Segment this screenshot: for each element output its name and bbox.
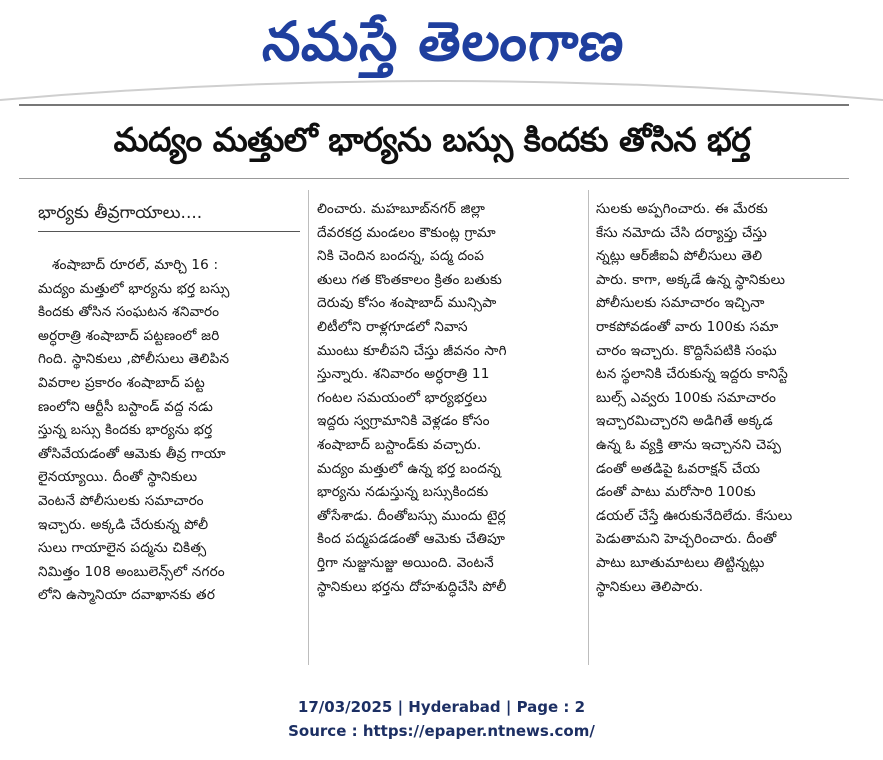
article-column-1 (38, 254, 300, 608)
article-text-line: మద్యం మత్తులో భార్యను భర్త బస్సు (38, 280, 230, 297)
article-text-line: నికి చెందిన బందన్న, పద్మ దంప (317, 248, 485, 265)
masthead (0, 0, 883, 100)
article-text-line: రాకపోవడంతో వారు 100కు సమా (596, 318, 779, 335)
article-text-line: భార్యను నడుస్తున్న బస్సుకిందకు (317, 484, 489, 501)
article-text-line: న్నట్లు ఆర్‌జీఐఏ పోలీసులు తెలి (596, 248, 763, 265)
source-line: Source : https://epaper.ntnews.com/ (288, 722, 595, 740)
article-text-line: తోసేశాడు. దీంతోబస్సు ముందు టైర్ల (317, 507, 506, 524)
newspaper-logo: నమస్తే తెలంగాణ (259, 10, 629, 73)
article-text-line: మద్యం మత్తులో ఉన్న భర్త బందన్న (317, 460, 501, 477)
article-text-line: లోని ఉస్మానియా దవాఖానకు తర (38, 587, 216, 604)
article-headline: మద్యం మత్తులో భార్యను బస్సు కిందకు తోసిన భర్త (113, 120, 751, 159)
article-text-line: లించారు. మహబూబ్‌నగర్‌ జిల్లా (317, 201, 486, 217)
article-text-line: పాటు బూతుమాటలు తిట్టిన్నట్లు (596, 554, 765, 571)
article-text-line: శంషాబాద్‌ బస్టాండ్‌కు వచ్చారు. (317, 436, 482, 453)
article-column-2 (317, 198, 579, 599)
article-text-line: గింది. స్థానికులు ,పోలీసులు తెలిపిన (38, 351, 230, 368)
article-text-line: డంతో పాటు మరోసారి 100కు (596, 484, 756, 501)
article-text-line: గంటల సమయంలో భార్యభర్తలు (317, 389, 488, 406)
article-text-line: పారు. కాగా, అక్కడే ఉన్న స్థానికులు (596, 271, 786, 288)
article-text-line: పోలీసులకు సమాచారం ఇచ్చినా (596, 295, 765, 312)
headline-rule (19, 178, 849, 179)
article-text-line: తోసివేయడంతో ఆమెకు తీవ్ర గాయా (38, 445, 226, 462)
article-text-line: దెరువు కోసం శంషాబాద్‌ మున్సిపా (317, 295, 497, 312)
subhead-rule (38, 231, 300, 232)
article-text-line: లిటీలోని రాళ్లగూడలో నివాస (317, 318, 468, 335)
article-text-line: చారం ఇచ్చారు. కొద్దిసేపటికి సంఘ (596, 342, 777, 359)
article-top-rule (19, 104, 849, 106)
article-text-line: కేసు నమోదు చేసి దర్యాప్తు చేస్తు (596, 224, 767, 241)
article-text-line: బుల్స్‌ ఎవ్వరు 100కు సమాచారం (596, 389, 777, 406)
article-text-line: ఉన్న ఓ వ్యక్తి తాను ఇచ్చానని చెప్ప (596, 436, 782, 453)
article-text-line: ముంటు కూలీపని చేస్తు జీవనం సాగి (317, 342, 507, 359)
article-text-line: కిందకు తోసిన సంఘటన శనివారం (38, 304, 220, 321)
article-text-line: వివరాల ప్రకారం శంషాబాద్‌ పట్ట (38, 374, 205, 391)
column-divider (308, 190, 309, 665)
article-text-line: డంతో అతడిపై ఓవరాక్షన్‌ చేయ (596, 460, 761, 477)
article-text-line: ఇచ్చారమిచ్చారని అడిగితే అక్కడ (596, 413, 773, 430)
column-divider (588, 190, 589, 665)
article-text-line: లైనయ్యాయి. దీంతో స్థానికులు (38, 469, 198, 486)
masthead-swoosh-graphic (0, 70, 883, 104)
article-text-line: అర్ధరాత్రి శంషాబాద్‌ పట్టణంలో జరి (38, 327, 220, 344)
article-text-line: ణంలోని ఆర్టీసీ బస్టాండ్‌ వద్ద నడు (38, 398, 214, 415)
article-text-line: శంషాబాద్‌ రూరల్‌, మార్చి 16 : (52, 257, 219, 273)
article-text-line: స్తున్న బస్సు కిందకు భార్యను భర్త (38, 422, 213, 439)
article-subhead: భార్యకు తీవ్రగాయాలు.... (38, 203, 203, 223)
article-text-line: ఇద్దరు స్వగ్రామానికి వెళ్లడం కోసం (317, 413, 490, 430)
article-text-line: తులు గత కొంతకాలం క్రితం బతుకు (317, 271, 502, 288)
article-text-line: స్తున్నారు. శనివారం అర్ధరాత్రి 11 (317, 366, 490, 383)
edition-line: 17/03/2025 | Hyderabad | Page : 2 (297, 698, 586, 716)
article-text-line: స్థానికులు భర్తను దోహశుద్ధిచేసి పోలీ (317, 578, 507, 595)
article-text-line: ఇచ్చారు. అక్కడి చేరుకున్న పోలీ (38, 516, 209, 533)
article-text-line: వెంటనే పోలీసులకు సమాచారం (38, 492, 204, 509)
article-text-line: టన స్థలానికి చేరుకున్న ఇద్దరు కానిస్టే (596, 366, 788, 383)
article-text-line: సులకు అప్పగించారు. ఈ మేరకు (596, 201, 768, 217)
article-text-line: ర్తిగా నుజ్జునుజ్జు అయింది. వెంటనే (317, 554, 494, 571)
article-column-3 (596, 198, 858, 599)
article-text-line: సులు గాయాలైన పద్మను చికిత్స (38, 540, 207, 557)
article-text-line: నిమిత్తం 108 అంబులెన్స్‌లో నగరం (38, 563, 225, 580)
article-text-line: స్థానికులు తెలిపారు. (596, 578, 704, 595)
article-text-line: పెడుతామని హెచ్చరించారు. దీంతో (596, 531, 777, 548)
article-text-line: దేవరకద్ర మండలం కౌకుంట్ల గ్రామా (317, 224, 496, 241)
article-text-line: డయల్‌ చేస్తే ఊరుకునేదిలేదు. కేసులు (596, 507, 793, 524)
article-text-line: కింద పద్మపడడంతో ఆమెకు చేతిపూ (317, 531, 506, 548)
